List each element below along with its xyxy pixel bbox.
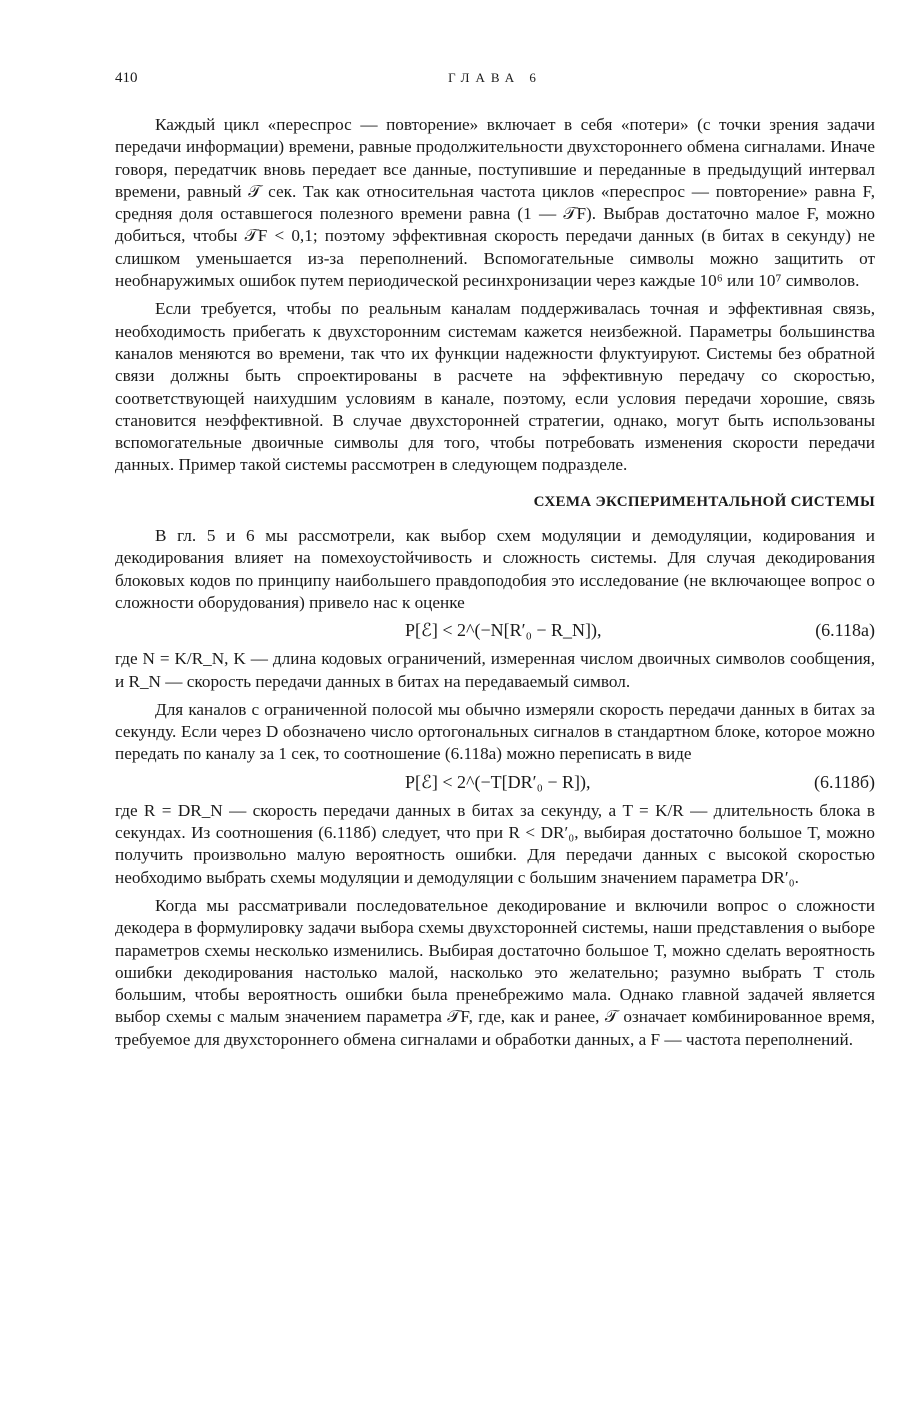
paragraph-6: где R = DR_N — скорость передачи данных в битах за секунду, а T = K/R — длительность блока в секундах. Из соотношения (6.118б) следует, что при R < DR′₀, выбирая достаточно большое T, можно получить произвольно малую вероятность ошибки. Для передачи данных с высокой скоростью необходимо выбрать схемы модуляции и демодуляции с большим значением параметра DR′₀. [115, 800, 875, 887]
paragraph-3: В гл. 5 и 6 мы рассмотрели, как выбор схем модуляции и демодуляции, кодирования и декодирования влияет на помехоустойчивость и сложность системы. Для случая декодирования блоковых кодов по принципу наибольшего правдоподобия это исследование (не включающее вопрос о сложности оборудования) привело нас к оценке [115, 526, 875, 612]
equation-6-118a [115, 616, 875, 644]
book-page [115, 70, 875, 1051]
page-header [115, 70, 875, 96]
paragraph-2: Если требуется, чтобы по реальным каналам поддерживалась точная и эффективная связь, необходимость прибегать к двухсторонним системам кажется неизбежной. Параметры большинства каналов меняются во времени, так что их функции надежности флуктуируют. Системы без обратной связи должны быть спроектированы в расчете на эффективную передачу со скоростью, соответствующей наихудшим условиям в канале, поэтому, если условия передачи хорошие, связь становится неэффективной. В случае двухсторонней стратегии, однако, могут быть использованы вспомогательные двоичные символы для того, чтобы потребовать изменения скорости передачи данных. Пример такой системы рассмотрен в следующем подразделе. [115, 299, 875, 475]
equation-expression: P[ℰ] < 2^(−T[DR′₀ − R]), [405, 771, 591, 792]
paragraph-5: Для каналов с ограниченной полосой мы обычно измеряли скорость передачи данных в битах за секунду. Если через D обозначено число ортогональных сигналов в стандартном блоке, которое можно передать по каналу за 1 сек, то соотношение (6.118а) можно переписать в виде [115, 699, 875, 764]
section-title: СХЕМА ЭКСПЕРИМЕНТАЛЬНОЙ СИСТЕМЫ [533, 493, 875, 510]
equation-number: (6.118а) [815, 620, 875, 641]
paragraph-1: Каждый цикл «переспрос — повторение» включает в себя «потери» (с точки зрения задачи передачи информации) времени, равные продолжительности двухстороннего обмена сигналами. Иначе говоря, передатчик вновь передает все данные, поступившие и переданные в предыдущий интервал времени, равный 𝒯 сек. Так как относительная частота циклов «переспрос — повторение» равна F, средняя доля оставшегося полезного времени равна (1 — 𝒯F). Выбрав достаточно малое F, можно добиться, чтобы 𝒯F < 0,1; поэтому эффективная скорость передачи данных (в битах в секунду) не слишком уменьшается из-за переполнений. Вспомогательные символы можно защитить от необнаружимых ошибок путем периодической ресинхронизации через каждые 10⁶ или 10⁷ символов. [115, 115, 875, 291]
page-number: 410 [115, 70, 138, 86]
paragraph-7: Когда мы рассматривали последовательное декодирование и включили вопрос о сложности декодера в формулировку задачи выбора схемы двухсторонней системы, наши представления о выборе параметров схемы несколько изменились. Выбирая достаточно большое T, можно сделать вероятность ошибки декодирования настолько малой, насколько это желательно; разумно выбрать T столь большим, чтобы вероятность ошибки была пренебрежимо мала. Однако главной задачей является выбор схемы с малым значением параметра 𝒯F, где, как и ранее, 𝒯 означает комбинированное время, требуемое для двухстороннего обмена сигналами и обработки данных, а F — частота переполнений. [115, 895, 875, 1049]
paragraph-4: где N = K/R_N, K — длина кодовых ограничений, измеренная числом двоичных символов сообщения, и R_N — скорость передачи данных в битах на передаваемый символ. [115, 649, 875, 691]
equation-expression: P[ℰ] < 2^(−N[R′₀ − R_N]), [405, 620, 602, 641]
chapter-title: ГЛАВА 6 [448, 70, 542, 85]
equation-number: (6.118б) [814, 771, 875, 792]
equation-6-118b [115, 768, 875, 796]
page-body [115, 114, 875, 1051]
